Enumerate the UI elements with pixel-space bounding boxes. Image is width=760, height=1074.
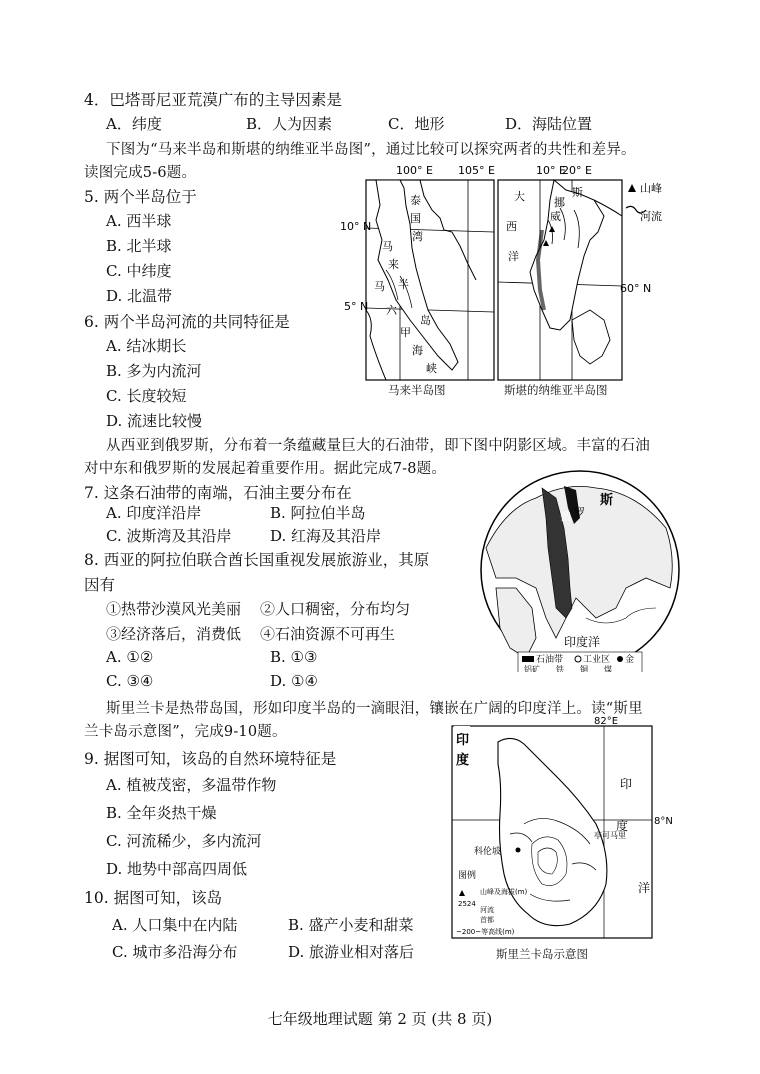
q9-option-c: C. 河流稀少，多内流河 [106, 832, 262, 850]
q5-option-a: A. 西半球 [106, 212, 172, 230]
q6-option-d: D. 流速比较慢 [106, 412, 203, 430]
intro-7-8-line2: 对中东和俄罗斯的发展起着重要作用。据此完成7-8题。 [84, 461, 447, 477]
q7-option-c: C. 波斯湾及其沿岸 [106, 527, 232, 545]
srilanka-label: 科伦坡 [474, 847, 502, 857]
scandi-lon2: 20° E [562, 164, 592, 177]
q4-option-a: A．纬度 [106, 115, 162, 133]
malay-caption: 马来半岛图 [388, 383, 446, 397]
q10-stem: 10. 据图可知，该岛 [84, 889, 223, 907]
malay-label: 岛 [420, 314, 431, 327]
q8-stem-line2: 因有 [84, 576, 116, 594]
srilanka-legend: ~200~等高线(m) [456, 928, 515, 936]
oil-belt-globe-map [476, 468, 684, 672]
scandi-lon1: 10° E [536, 164, 566, 177]
intro-5-6-line2: 读图完成5-6题。 [84, 165, 197, 181]
scandi-label: 斯 [572, 186, 583, 199]
q7-option-b: B. 阿拉伯半岛 [270, 504, 366, 522]
malay-label: 甲 [400, 326, 411, 339]
q6-option-b: B. 多为内流河 [106, 362, 202, 380]
scandi-label: 西 [506, 220, 517, 233]
q5-stem: 5. 两个半岛位于 [84, 188, 197, 206]
scandinavia-figure [494, 160, 680, 400]
scandi-label: 大 [514, 190, 525, 203]
srilanka-figure [440, 714, 684, 964]
q10-option-a: A. 人口集中在内陆 [112, 916, 238, 934]
globe-legend: 铁 [556, 665, 564, 672]
q4-option-b: B．人为因素 [246, 115, 333, 133]
q4-option-d: D．海陆位置 [505, 115, 593, 133]
malay-label: 来 [388, 258, 399, 271]
scandinavia-map [494, 160, 680, 400]
q8-item-4: ④石油资源不可再生 [260, 625, 396, 643]
malay-label: 马 [382, 240, 393, 253]
globe-label: 斯 [600, 493, 614, 508]
malay-label: 半 [398, 278, 409, 291]
malay-lon2: 105° E [458, 164, 495, 177]
oil-belt-figure [476, 468, 684, 672]
q8-option-c: C. ③④ [106, 672, 154, 690]
intro-9-10-line1: 斯里兰卡是热带岛国，形如印度半岛的一滴眼泪，镶嵌在广阔的印度洋上。读“斯里 [106, 701, 643, 717]
globe-label: 印度洋 [564, 635, 601, 649]
intro-5-6-line1: 下图为“马来半岛和斯堪的纳维亚半岛图”，通过比较可以探究两者的共性和差异。 [106, 142, 636, 158]
scandi-legend-peak: 山峰 [640, 182, 662, 195]
page-footer: 七年级地理试题 第 2 页 (共 8 页) [267, 1010, 493, 1028]
q8-option-a: A. ①② [106, 648, 154, 666]
malay-label: 湾 [412, 230, 423, 243]
malay-label: 六 [386, 304, 397, 317]
globe-legend: 铜 [580, 665, 588, 672]
scandi-caption: 斯堪的纳维亚半岛图 [504, 383, 608, 397]
intro-9-10-line2: 兰卡岛示意图”，完成9-10题。 [84, 724, 287, 740]
peak-icon [628, 184, 636, 192]
q8-option-d: D. ①④ [270, 672, 318, 690]
globe-legend: 煤 [604, 665, 612, 672]
globe-legend: 铝矿 [524, 665, 540, 672]
q8-option-b: B. ①③ [270, 648, 318, 666]
q10-option-c: C. 城市多沿海分布 [112, 943, 238, 961]
intro-7-8-line1: 从西亚到俄罗斯，分布着一条蕴藏量巨大的石油带，即下图中阴影区域。丰富的石油 [106, 438, 650, 454]
srilanka-lat: 8°N [654, 816, 673, 827]
scandi-label: 洋 [508, 250, 519, 263]
scandi-legend-river: 河流 [640, 210, 662, 223]
q4-option-c: C．地形 [388, 115, 445, 133]
srilanka-legend: 河流 [480, 906, 494, 914]
globe-label: 俄 [560, 510, 571, 523]
q8-item-1: ①热带沙漠风光美丽 [106, 600, 242, 618]
q6-option-a: A. 结冰期长 [106, 337, 187, 355]
q9-option-d: D. 地势中部高四周低 [106, 860, 248, 878]
q7-option-a: A. 印度洋沿岸 [106, 504, 202, 522]
srilanka-lon: 82°E [594, 716, 619, 727]
malay-label: 海 [412, 344, 423, 357]
srilanka-legend: 首都 [480, 916, 494, 924]
srilanka-legend-title: 图例 [458, 871, 477, 881]
globe-legend: 石油带 [536, 655, 564, 665]
globe-legend: 金 [625, 655, 635, 665]
q8-stem-line1: 8. 西亚的阿拉伯联合酋长国重视发展旅游业，其原 [84, 551, 430, 569]
malay-label: 国 [410, 212, 421, 225]
q8-item-3: ③经济落后，消费低 [106, 625, 242, 643]
srilanka-map [440, 714, 684, 942]
q7-stem: 7. 这条石油带的南端，石油主要分布在 [84, 484, 352, 502]
scandi-label: 威 [550, 210, 561, 223]
q9-stem: 9. 据图可知，该岛的自然环境特征是 [84, 750, 337, 768]
srilanka-caption: 斯里兰卡岛示意图 [496, 947, 588, 961]
malay-label: 马 [374, 280, 385, 293]
malay-lon1: 100° E [396, 164, 433, 177]
q9-option-a: A. 植被茂密，多温带作物 [106, 776, 277, 794]
malay-lat1: 10° N [340, 220, 372, 233]
q6-stem: 6. 两个半岛河流的共同特征是 [84, 313, 290, 331]
malay-label: 泰 [410, 194, 421, 207]
q7-option-d: D. 红海及其沿岸 [270, 527, 382, 545]
srilanka-label: 印 [456, 733, 470, 748]
q5-option-c: C. 中纬度 [106, 262, 172, 280]
srilanka-label: 亭可马里 [594, 831, 626, 840]
globe-legend: 工业区 [583, 655, 611, 665]
gold-icon [617, 656, 623, 662]
srilanka-legend: 山峰及海拔(m) [480, 888, 528, 896]
capital-icon [516, 848, 521, 853]
q4-stem: 4．巴塔哥尼亚荒漠广布的主导因素是 [84, 91, 342, 109]
globe-label: 罗 [574, 506, 585, 519]
srilanka-legend: 2524 [458, 900, 476, 908]
srilanka-label: 洋 [638, 881, 651, 895]
malay-lat2: 5° N [344, 300, 369, 313]
q5-option-b: B. 北半球 [106, 237, 172, 255]
malay-peninsula-map [340, 160, 500, 400]
q10-option-d: D. 旅游业相对落后 [288, 943, 415, 961]
q5-option-d: D. 北温带 [106, 287, 173, 305]
q9-option-b: B. 全年炎热干燥 [106, 804, 217, 822]
q10-option-b: B. 盛产小麦和甜菜 [288, 916, 414, 934]
q8-item-2: ②人口稠密，分布均匀 [260, 600, 411, 618]
malay-peninsula-figure [340, 160, 500, 400]
oil-belt-swatch-icon [522, 656, 534, 662]
scandi-label: 挪 [554, 196, 565, 209]
srilanka-label: 度 [616, 819, 629, 833]
malay-label: 峡 [426, 362, 437, 375]
srilanka-label: 印 [620, 777, 633, 791]
q6-option-c: C. 长度较短 [106, 387, 187, 405]
scandi-lat1: 60° N [620, 282, 652, 295]
srilanka-label: 度 [456, 753, 470, 768]
